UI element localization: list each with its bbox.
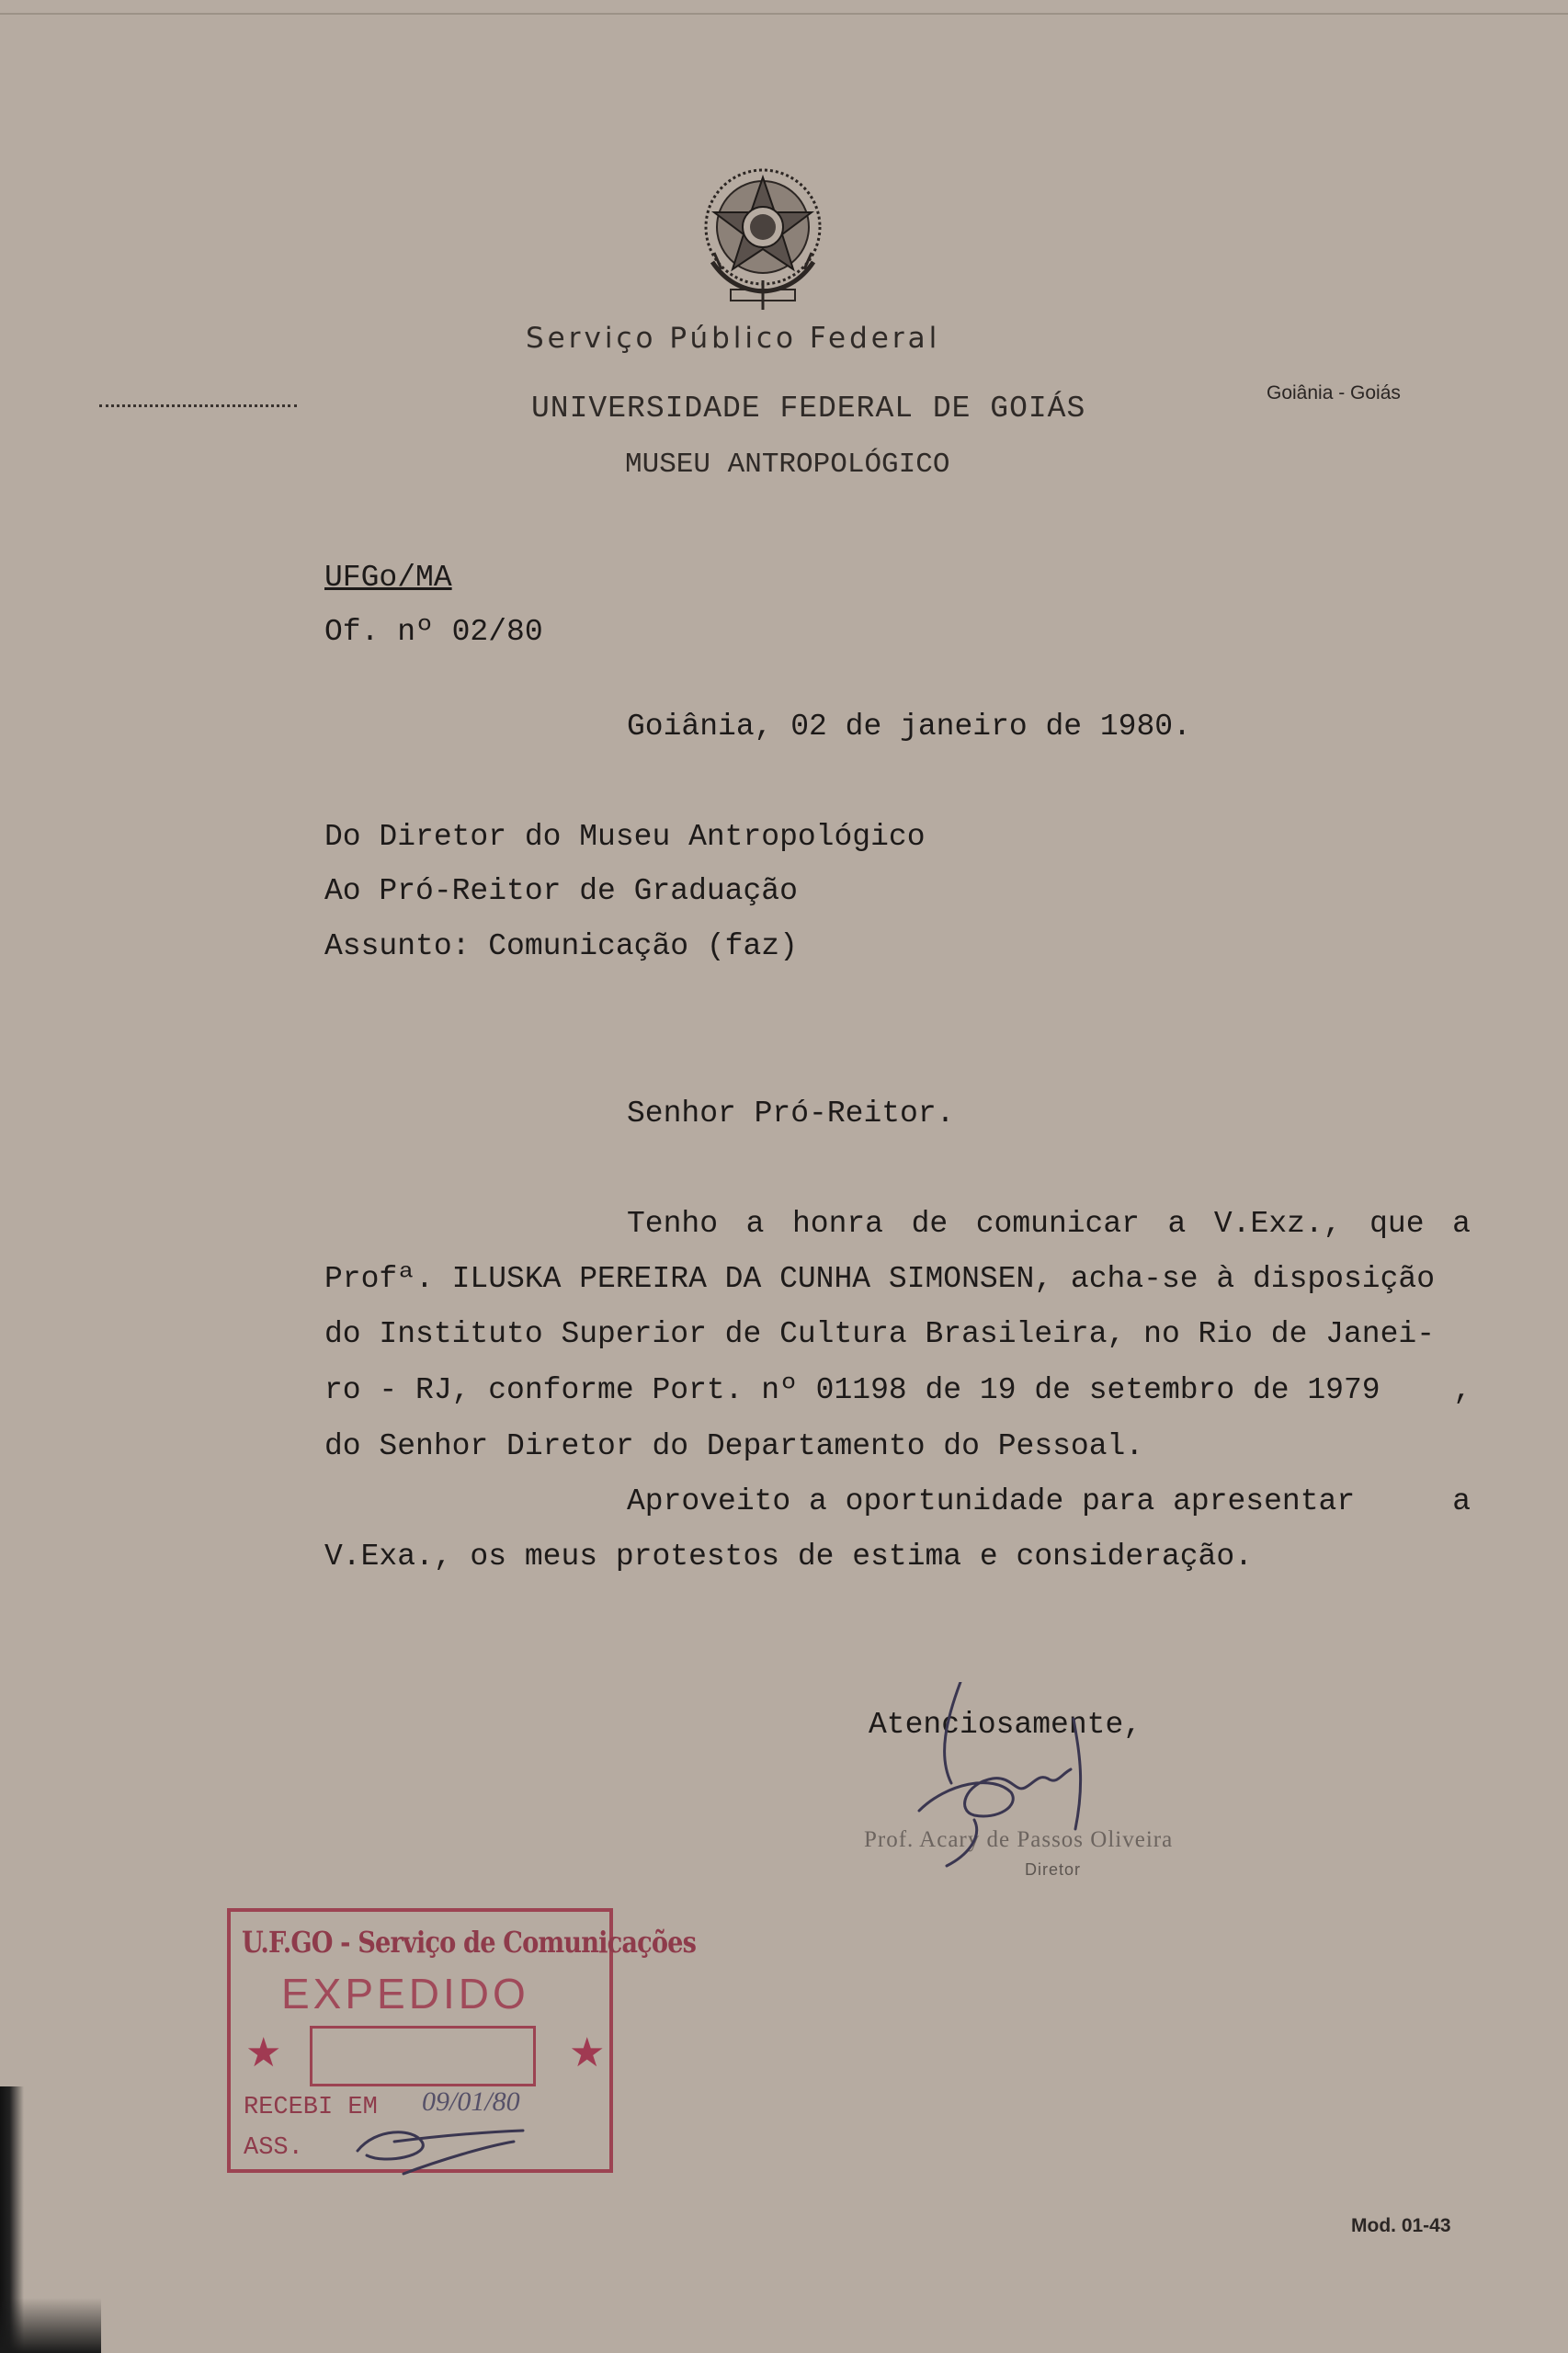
body-line-4-text: ro - RJ, conforme Port. nº 01198 de 19 de setembro de 1979 (324, 1373, 1381, 1407)
coat-of-arms-emblem (694, 161, 832, 317)
reference-number: Of. nº 02/80 (324, 615, 543, 649)
body-line-6 (627, 1484, 1471, 1518)
body-line-2: Profª. ILUSKA PEREIRA DA CUNHA SIMONSEN, acha-se à disposição (324, 1262, 1435, 1296)
city-label: Goiânia - Goiás (1267, 382, 1401, 404)
from-line: Do Diretor do Museu Antropológico (324, 820, 926, 854)
body-line-3: do Instituto Superior de Cultura Brasileira, no Rio de Janei- (324, 1317, 1435, 1351)
handwritten-signature (910, 1682, 1131, 1884)
stamp-initials-scribble (348, 2114, 532, 2178)
top-edge-rule (0, 13, 1568, 15)
body-line-4-comma: , (1453, 1373, 1471, 1407)
stamp-heading: U.F.GO - Serviço de Comunicações (242, 1925, 697, 1960)
stamp-blank-box (310, 2026, 536, 2086)
signatory-title: Diretor (1025, 1860, 1082, 1879)
reference-unit: UFGo/MA (324, 561, 452, 595)
body-word: a (1167, 1207, 1187, 1241)
body-word: comunicar (975, 1207, 1140, 1241)
university-name: UNIVERSIDADE FEDERAL DE GOIÁS (531, 392, 1086, 426)
star-icon: ★ (245, 2030, 282, 2075)
body-word: honra (791, 1207, 883, 1241)
body-word: a (1452, 1207, 1471, 1241)
body-line-4 (324, 1373, 1471, 1407)
body-line-1 (627, 1207, 1471, 1241)
form-code: Mod. 01-43 (1351, 2215, 1451, 2236)
body-word: que (1369, 1207, 1425, 1241)
body-line-6-end: a (1452, 1484, 1471, 1518)
body-word: a (745, 1207, 765, 1241)
body-word: V.Exz., (1213, 1207, 1342, 1241)
to-line: Ao Pró-Reitor de Graduação (324, 874, 798, 908)
dotted-line (99, 404, 297, 407)
stamp-status: EXPEDIDO (281, 1970, 529, 2018)
received-date: 09/01/80 (422, 2086, 520, 2117)
torn-bottom-edge (0, 2298, 101, 2353)
body-line-5: do Senhor Diretor do Departamento do Pessoal. (324, 1429, 1144, 1463)
service-title: Serviço Público Federal (526, 322, 941, 355)
body-line-6-text: Aproveito a oportunidade para apresentar (627, 1484, 1356, 1518)
salutation: Senhor Pró-Reitor. (627, 1097, 955, 1131)
body-word: de (911, 1207, 949, 1241)
signature-label: ASS. (244, 2134, 303, 2162)
museum-name: MUSEU ANTROPOLÓGICO (625, 449, 950, 481)
closing-line: Atenciosamente, (869, 1708, 1142, 1742)
body-line-7: V.Exa., os meus protestos de estima e consideração. (324, 1540, 1253, 1574)
signatory-name: Prof. Acary de Passos Oliveira (864, 1827, 1174, 1852)
star-icon: ★ (569, 2030, 606, 2075)
received-label: RECEBI EM (244, 2094, 378, 2121)
received-stamp (227, 1908, 697, 2173)
date-line: Goiânia, 02 de janeiro de 1980. (627, 710, 1191, 744)
body-word: Tenho (627, 1207, 719, 1241)
subject-line: Assunto: Comunicação (faz) (324, 929, 798, 963)
